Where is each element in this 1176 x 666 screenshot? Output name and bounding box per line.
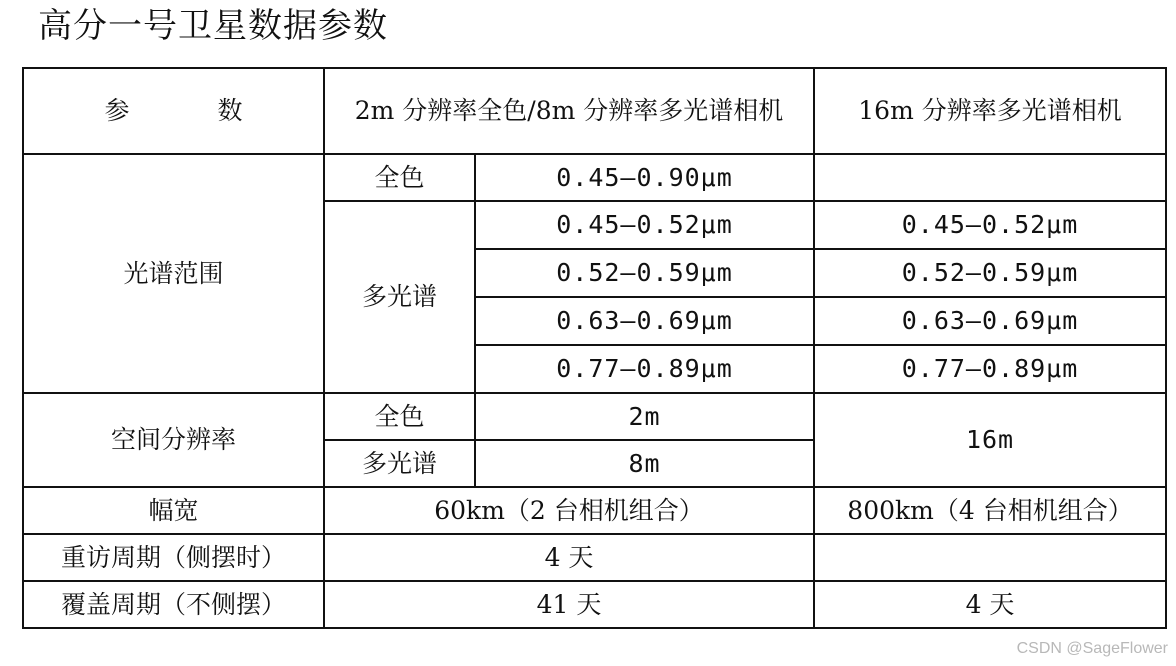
coverage-cam2: 4 天 [814,581,1166,628]
resolution-ms-cam1: 8m [475,440,814,487]
header-cam2-cell [814,68,1166,154]
swath-label: 幅宽 [23,487,324,534]
header-cam1-cell [324,68,814,154]
band-1-cam1: 0.45—0.52μm [475,201,814,249]
spectral-ms-label: 多光谱 [324,201,475,393]
revisit-cam1: 4 天 [324,534,814,581]
coverage-row [23,581,1166,628]
resolution-cam2: 16m [814,393,1166,487]
spectral-pan-row [23,154,1166,201]
swath-row [23,487,1166,534]
spectral-pan-label: 全色 [324,154,475,201]
revisit-row [23,534,1166,581]
spectral-pan-cam1: 0.45—0.90μm [475,154,814,201]
swath-cam1: 60km（2 台相机组合） [324,487,814,534]
watermark: CSDN @SageFlower [1016,640,1168,657]
band-4-cam1: 0.77—0.89μm [475,345,814,393]
swath-cam2: 800km（4 台相机组合） [814,487,1166,534]
coverage-label: 覆盖周期（不侧摆） [23,581,324,628]
resolution-ms-label: 多光谱 [324,440,475,487]
resolution-pan-row [23,393,1166,440]
band-2-cam1: 0.52—0.59μm [475,249,814,297]
header-param-cell [23,68,324,154]
spectral-pan-cam2 [814,154,1166,201]
band-4-cam2: 0.77—0.89μm [814,345,1166,393]
revisit-cam2 [814,534,1166,581]
band-3-cam2: 0.63—0.69μm [814,297,1166,345]
header-cam1-label: 2m 分辨率全色/8m 分辨率多光谱相机 [354,96,784,125]
header-cam2-label: 16m 分辨率多光谱相机 [858,96,1122,125]
resolution-label: 空间分辨率 [23,393,324,487]
header-param-label: 参 数 [104,96,283,125]
resolution-pan-label: 全色 [324,393,475,440]
header-row [23,68,1166,154]
satellite-spec-table [22,67,1167,629]
spectral-range-label: 光谱范围 [23,154,324,393]
resolution-pan-cam1: 2m [475,393,814,440]
band-3-cam1: 0.63—0.69μm [475,297,814,345]
band-1-cam2: 0.45—0.52μm [814,201,1166,249]
coverage-cam1: 41 天 [324,581,814,628]
page-title: 高分一号卫星数据参数 [38,6,388,46]
band-2-cam2: 0.52—0.59μm [814,249,1166,297]
revisit-label: 重访周期（侧摆时） [23,534,324,581]
